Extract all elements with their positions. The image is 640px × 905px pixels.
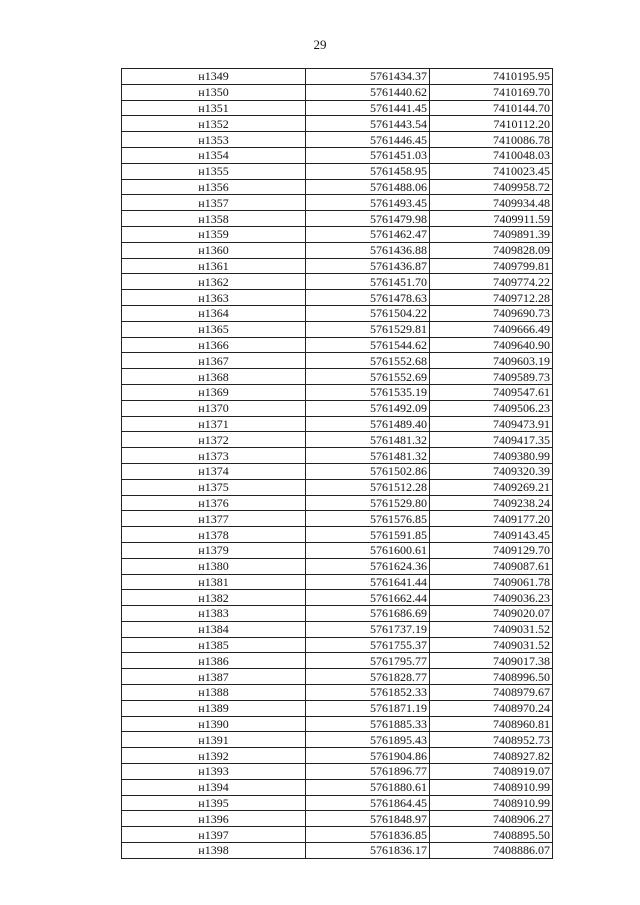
table-row bbox=[122, 163, 553, 179]
x-coordinate-cell: 5761895.43 bbox=[306, 732, 430, 748]
y-coordinate-cell: 7408910.99 bbox=[430, 779, 553, 795]
table-row bbox=[122, 100, 553, 116]
y-coordinate-cell: 7409640.90 bbox=[430, 337, 553, 353]
table-row bbox=[122, 337, 553, 353]
table-row bbox=[122, 827, 553, 843]
table-row bbox=[122, 716, 553, 732]
x-coordinate-cell: 5761871.19 bbox=[306, 700, 430, 716]
table-row bbox=[122, 495, 553, 511]
table-row bbox=[122, 843, 553, 859]
x-coordinate-cell: 5761502.86 bbox=[306, 463, 430, 479]
point-id-cell: н1374 bbox=[122, 463, 306, 479]
x-coordinate-cell: 5761504.22 bbox=[306, 305, 430, 321]
point-id-cell: н1394 bbox=[122, 779, 306, 795]
table-row bbox=[122, 211, 553, 227]
table-row bbox=[122, 764, 553, 780]
table-row bbox=[122, 558, 553, 574]
y-coordinate-cell: 7410048.03 bbox=[430, 147, 553, 163]
y-coordinate-cell: 7409934.48 bbox=[430, 195, 553, 211]
point-id-cell: н1370 bbox=[122, 400, 306, 416]
y-coordinate-cell: 7409547.61 bbox=[430, 384, 553, 400]
x-coordinate-cell: 5761451.70 bbox=[306, 274, 430, 290]
point-id-cell: н1364 bbox=[122, 305, 306, 321]
table-row bbox=[122, 700, 553, 716]
point-id-cell: н1368 bbox=[122, 369, 306, 385]
x-coordinate-cell: 5761896.77 bbox=[306, 764, 430, 780]
x-coordinate-cell: 5761529.80 bbox=[306, 495, 430, 511]
table-row bbox=[122, 274, 553, 290]
x-coordinate-cell: 5761852.33 bbox=[306, 685, 430, 701]
table-row bbox=[122, 779, 553, 795]
table-row bbox=[122, 511, 553, 527]
y-coordinate-cell: 7409712.28 bbox=[430, 290, 553, 306]
point-id-cell: н1359 bbox=[122, 226, 306, 242]
table-row bbox=[122, 242, 553, 258]
table-row bbox=[122, 606, 553, 622]
y-coordinate-cell: 7409380.99 bbox=[430, 448, 553, 464]
y-coordinate-cell: 7409320.39 bbox=[430, 463, 553, 479]
table-row bbox=[122, 748, 553, 764]
x-coordinate-cell: 5761836.85 bbox=[306, 827, 430, 843]
y-coordinate-cell: 7409036.23 bbox=[430, 590, 553, 606]
x-coordinate-cell: 5761848.97 bbox=[306, 811, 430, 827]
point-id-cell: н1393 bbox=[122, 764, 306, 780]
y-coordinate-cell: 7410086.78 bbox=[430, 132, 553, 148]
x-coordinate-cell: 5761552.68 bbox=[306, 353, 430, 369]
x-coordinate-cell: 5761451.03 bbox=[306, 147, 430, 163]
x-coordinate-cell: 5761591.85 bbox=[306, 527, 430, 543]
x-coordinate-cell: 5761440.62 bbox=[306, 84, 430, 100]
x-coordinate-cell: 5761458.95 bbox=[306, 163, 430, 179]
y-coordinate-cell: 7408970.24 bbox=[430, 700, 553, 716]
y-coordinate-cell: 7409958.72 bbox=[430, 179, 553, 195]
table-row bbox=[122, 290, 553, 306]
table-row bbox=[122, 527, 553, 543]
y-coordinate-cell: 7409774.22 bbox=[430, 274, 553, 290]
x-coordinate-cell: 5761641.44 bbox=[306, 574, 430, 590]
table-row bbox=[122, 384, 553, 400]
point-id-cell: н1387 bbox=[122, 669, 306, 685]
point-id-cell: н1360 bbox=[122, 242, 306, 258]
point-id-cell: н1381 bbox=[122, 574, 306, 590]
y-coordinate-cell: 7408919.07 bbox=[430, 764, 553, 780]
point-id-cell: н1373 bbox=[122, 448, 306, 464]
point-id-cell: н1379 bbox=[122, 542, 306, 558]
point-id-cell: н1384 bbox=[122, 621, 306, 637]
coordinates-table-body bbox=[122, 69, 553, 859]
y-coordinate-cell: 7409891.39 bbox=[430, 226, 553, 242]
x-coordinate-cell: 5761662.44 bbox=[306, 590, 430, 606]
page-number: 29 bbox=[313, 37, 327, 52]
table-row bbox=[122, 321, 553, 337]
point-id-cell: н1386 bbox=[122, 653, 306, 669]
point-id-cell: н1380 bbox=[122, 558, 306, 574]
table-row bbox=[122, 69, 553, 85]
y-coordinate-cell: 7409473.91 bbox=[430, 416, 553, 432]
y-coordinate-cell: 7408886.07 bbox=[430, 843, 553, 859]
x-coordinate-cell: 5761864.45 bbox=[306, 795, 430, 811]
table-row bbox=[122, 448, 553, 464]
x-coordinate-cell: 5761443.54 bbox=[306, 116, 430, 132]
point-id-cell: н1378 bbox=[122, 527, 306, 543]
x-coordinate-cell: 5761481.32 bbox=[306, 432, 430, 448]
point-id-cell: н1375 bbox=[122, 479, 306, 495]
coordinates-table bbox=[121, 68, 553, 859]
x-coordinate-cell: 5761535.19 bbox=[306, 384, 430, 400]
x-coordinate-cell: 5761552.69 bbox=[306, 369, 430, 385]
point-id-cell: н1372 bbox=[122, 432, 306, 448]
y-coordinate-cell: 7409031.52 bbox=[430, 637, 553, 653]
y-coordinate-cell: 7409061.78 bbox=[430, 574, 553, 590]
x-coordinate-cell: 5761493.45 bbox=[306, 195, 430, 211]
point-id-cell: н1357 bbox=[122, 195, 306, 211]
table-row bbox=[122, 116, 553, 132]
y-coordinate-cell: 7410144.70 bbox=[430, 100, 553, 116]
table-row bbox=[122, 637, 553, 653]
point-id-cell: н1356 bbox=[122, 179, 306, 195]
y-coordinate-cell: 7409799.81 bbox=[430, 258, 553, 274]
x-coordinate-cell: 5761446.45 bbox=[306, 132, 430, 148]
table-row bbox=[122, 574, 553, 590]
table-row bbox=[122, 132, 553, 148]
y-coordinate-cell: 7408960.81 bbox=[430, 716, 553, 732]
x-coordinate-cell: 5761686.69 bbox=[306, 606, 430, 622]
y-coordinate-cell: 7410169.70 bbox=[430, 84, 553, 100]
point-id-cell: н1353 bbox=[122, 132, 306, 148]
point-id-cell: н1391 bbox=[122, 732, 306, 748]
y-coordinate-cell: 7409506.23 bbox=[430, 400, 553, 416]
x-coordinate-cell: 5761488.06 bbox=[306, 179, 430, 195]
point-id-cell: н1377 bbox=[122, 511, 306, 527]
y-coordinate-cell: 7408927.82 bbox=[430, 748, 553, 764]
table-row bbox=[122, 685, 553, 701]
x-coordinate-cell: 5761880.61 bbox=[306, 779, 430, 795]
table-row bbox=[122, 479, 553, 495]
table-row bbox=[122, 416, 553, 432]
table-row bbox=[122, 258, 553, 274]
y-coordinate-cell: 7409129.70 bbox=[430, 542, 553, 558]
point-id-cell: н1383 bbox=[122, 606, 306, 622]
point-id-cell: н1365 bbox=[122, 321, 306, 337]
x-coordinate-cell: 5761544.62 bbox=[306, 337, 430, 353]
point-id-cell: н1363 bbox=[122, 290, 306, 306]
y-coordinate-cell: 7409666.49 bbox=[430, 321, 553, 337]
point-id-cell: н1395 bbox=[122, 795, 306, 811]
y-coordinate-cell: 7410023.45 bbox=[430, 163, 553, 179]
y-coordinate-cell: 7409143.45 bbox=[430, 527, 553, 543]
x-coordinate-cell: 5761755.37 bbox=[306, 637, 430, 653]
y-coordinate-cell: 7410112.20 bbox=[430, 116, 553, 132]
y-coordinate-cell: 7408910.99 bbox=[430, 795, 553, 811]
table-row bbox=[122, 811, 553, 827]
point-id-cell: н1382 bbox=[122, 590, 306, 606]
x-coordinate-cell: 5761492.09 bbox=[306, 400, 430, 416]
x-coordinate-cell: 5761478.63 bbox=[306, 290, 430, 306]
point-id-cell: н1361 bbox=[122, 258, 306, 274]
point-id-cell: н1397 bbox=[122, 827, 306, 843]
x-coordinate-cell: 5761737.19 bbox=[306, 621, 430, 637]
table-row bbox=[122, 653, 553, 669]
point-id-cell: н1390 bbox=[122, 716, 306, 732]
point-id-cell: н1385 bbox=[122, 637, 306, 653]
y-coordinate-cell: 7409031.52 bbox=[430, 621, 553, 637]
x-coordinate-cell: 5761836.17 bbox=[306, 843, 430, 859]
x-coordinate-cell: 5761489.40 bbox=[306, 416, 430, 432]
table-row bbox=[122, 147, 553, 163]
x-coordinate-cell: 5761434.37 bbox=[306, 69, 430, 85]
point-id-cell: н1355 bbox=[122, 163, 306, 179]
y-coordinate-cell: 7409417.35 bbox=[430, 432, 553, 448]
table-row bbox=[122, 463, 553, 479]
table-row bbox=[122, 732, 553, 748]
x-coordinate-cell: 5761441.45 bbox=[306, 100, 430, 116]
x-coordinate-cell: 5761529.81 bbox=[306, 321, 430, 337]
y-coordinate-cell: 7409177.20 bbox=[430, 511, 553, 527]
table-row bbox=[122, 353, 553, 369]
table-row bbox=[122, 400, 553, 416]
y-coordinate-cell: 7408979.67 bbox=[430, 685, 553, 701]
point-id-cell: н1371 bbox=[122, 416, 306, 432]
x-coordinate-cell: 5761481.32 bbox=[306, 448, 430, 464]
point-id-cell: н1369 bbox=[122, 384, 306, 400]
x-coordinate-cell: 5761576.85 bbox=[306, 511, 430, 527]
y-coordinate-cell: 7409269.21 bbox=[430, 479, 553, 495]
table-row bbox=[122, 179, 553, 195]
table-row bbox=[122, 305, 553, 321]
point-id-cell: н1354 bbox=[122, 147, 306, 163]
x-coordinate-cell: 5761828.77 bbox=[306, 669, 430, 685]
x-coordinate-cell: 5761600.61 bbox=[306, 542, 430, 558]
table-row bbox=[122, 669, 553, 685]
table-row bbox=[122, 195, 553, 211]
table-row bbox=[122, 621, 553, 637]
y-coordinate-cell: 7408895.50 bbox=[430, 827, 553, 843]
table-row bbox=[122, 590, 553, 606]
y-coordinate-cell: 7409690.73 bbox=[430, 305, 553, 321]
point-id-cell: н1358 bbox=[122, 211, 306, 227]
table-row bbox=[122, 369, 553, 385]
table-row bbox=[122, 542, 553, 558]
point-id-cell: н1350 bbox=[122, 84, 306, 100]
x-coordinate-cell: 5761462.47 bbox=[306, 226, 430, 242]
x-coordinate-cell: 5761624.36 bbox=[306, 558, 430, 574]
y-coordinate-cell: 7409087.61 bbox=[430, 558, 553, 574]
y-coordinate-cell: 7409911.59 bbox=[430, 211, 553, 227]
y-coordinate-cell: 7408952.73 bbox=[430, 732, 553, 748]
point-id-cell: н1398 bbox=[122, 843, 306, 859]
y-coordinate-cell: 7408996.50 bbox=[430, 669, 553, 685]
y-coordinate-cell: 7409020.07 bbox=[430, 606, 553, 622]
x-coordinate-cell: 5761885.33 bbox=[306, 716, 430, 732]
y-coordinate-cell: 7409589.73 bbox=[430, 369, 553, 385]
x-coordinate-cell: 5761479.98 bbox=[306, 211, 430, 227]
y-coordinate-cell: 7409238.24 bbox=[430, 495, 553, 511]
y-coordinate-cell: 7409603.19 bbox=[430, 353, 553, 369]
point-id-cell: н1367 bbox=[122, 353, 306, 369]
y-coordinate-cell: 7408906.27 bbox=[430, 811, 553, 827]
x-coordinate-cell: 5761512.28 bbox=[306, 479, 430, 495]
table-row bbox=[122, 795, 553, 811]
table-row bbox=[122, 432, 553, 448]
x-coordinate-cell: 5761436.88 bbox=[306, 242, 430, 258]
point-id-cell: н1376 bbox=[122, 495, 306, 511]
table-row bbox=[122, 226, 553, 242]
point-id-cell: н1362 bbox=[122, 274, 306, 290]
x-coordinate-cell: 5761436.87 bbox=[306, 258, 430, 274]
y-coordinate-cell: 7409828.09 bbox=[430, 242, 553, 258]
point-id-cell: н1396 bbox=[122, 811, 306, 827]
y-coordinate-cell: 7410195.95 bbox=[430, 69, 553, 85]
x-coordinate-cell: 5761795.77 bbox=[306, 653, 430, 669]
x-coordinate-cell: 5761904.86 bbox=[306, 748, 430, 764]
point-id-cell: н1366 bbox=[122, 337, 306, 353]
table-row bbox=[122, 84, 553, 100]
point-id-cell: н1349 bbox=[122, 69, 306, 85]
y-coordinate-cell: 7409017.38 bbox=[430, 653, 553, 669]
point-id-cell: н1352 bbox=[122, 116, 306, 132]
point-id-cell: н1392 bbox=[122, 748, 306, 764]
point-id-cell: н1351 bbox=[122, 100, 306, 116]
point-id-cell: н1388 bbox=[122, 685, 306, 701]
point-id-cell: н1389 bbox=[122, 700, 306, 716]
